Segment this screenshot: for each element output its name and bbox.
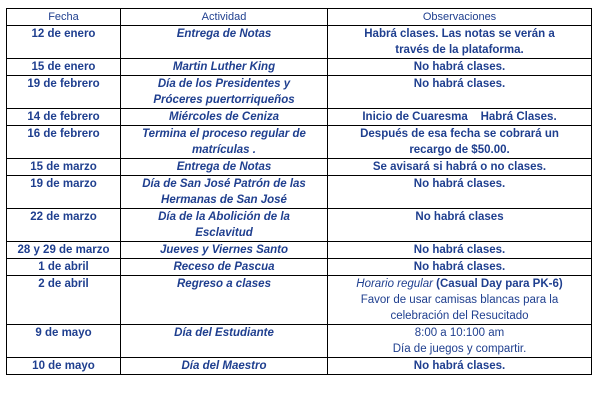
activity-line: Martin Luther King [172,61,276,73]
activity-cell [121,159,328,176]
table-row [7,325,592,358]
notes-line: recargo de $50.00. [409,144,510,156]
table-row [7,159,592,176]
table-row [7,126,592,159]
date-cell: 14 de febrero [7,109,121,126]
table-row [7,259,592,276]
notes-line: celebración del Resucitado [390,310,529,322]
notes-cell [328,26,592,59]
activity-line: Regreso a clases [177,278,271,290]
notes-cell [328,259,592,276]
date-cell: 28 y 29 de marzo [7,242,121,259]
table-row [7,59,592,76]
notes-line: No habrá clases [415,211,504,223]
table-row [7,358,592,375]
calendar-table [6,8,592,375]
activity-cell [121,325,328,358]
notes-lead: Horario regular [356,278,433,290]
date-cell: 19 de febrero [7,76,121,109]
header-date: Fecha [7,9,121,26]
header-notes: Observaciones [328,9,592,26]
table-row [7,276,592,325]
activity-line: Día del Maestro [181,360,267,372]
activity-line: Hermanas de San José [161,194,287,206]
notes-cell [328,109,592,126]
table-row [7,242,592,259]
notes-line: Favor de usar camisas blancas para la [360,294,559,306]
notes-cell [328,358,592,375]
activity-cell [121,358,328,375]
activity-line: Entrega de Notas [176,161,272,173]
notes-cell [328,76,592,109]
activity-cell [121,176,328,209]
activity-cell [121,259,328,276]
activity-cell [121,26,328,59]
notes-line: No habrá clases. [413,244,506,256]
date-cell: 12 de enero [7,26,121,59]
notes-cell [328,276,592,325]
notes-line: Habrá clases. Las notas se verán a [364,28,555,40]
notes-line: través de la plataforma. [395,44,524,56]
activity-line: Receso de Pascua [173,261,275,273]
date-cell: 15 de enero [7,59,121,76]
notes-cell [328,325,592,358]
activity-line: Día de los Presidentes y [157,78,291,90]
table-row [7,109,592,126]
notes-line: No habrá clases. [413,178,506,190]
table-row [7,76,592,109]
activity-cell [121,276,328,325]
notes-line: Después de esa fecha se cobrará un [360,128,559,140]
notes-cell [328,209,592,242]
notes-cell [328,59,592,76]
notes-cell [328,242,592,259]
table-row [7,26,592,59]
table-row [7,176,592,209]
date-cell: 9 de mayo [7,325,121,358]
notes-line: No habrá clases. [413,78,506,90]
activity-line: Día de la Abolición de la [158,211,290,223]
notes-line: Día de juegos y compartir. [392,343,527,355]
date-cell: 22 de marzo [7,209,121,242]
activity-line: Día de San José Patrón de las [142,178,306,190]
date-cell: 2 de abril [7,276,121,325]
header-activity: Actividad [121,9,328,26]
notes-line: No habrá clases. [413,360,506,372]
notes-cell [328,126,592,159]
date-cell: 16 de febrero [7,126,121,159]
activity-line: Próceres puertorriqueños [153,94,295,106]
activity-line: Miércoles de Ceniza [169,111,279,123]
activity-line: Jueves y Viernes Santo [159,244,289,256]
notes-line: Se avisará si habrá o no clases. [372,161,547,173]
notes-line: 8:00 a 10:100 am [414,327,505,339]
notes-line: No habrá clases. [413,61,506,73]
header-row [7,9,592,26]
notes-line [330,276,589,292]
activity-cell [121,59,328,76]
activity-cell [121,209,328,242]
activity-cell [121,126,328,159]
date-cell: 1 de abril [7,259,121,276]
activity-cell [121,76,328,109]
activity-line: Día del Estudiante [174,327,274,339]
notes-cell [328,176,592,209]
notes-line: Inicio de Cuaresma Habrá Clases. [362,111,557,123]
date-cell: 10 de mayo [7,358,121,375]
activity-line: Esclavitud [195,227,253,239]
activity-line: Entrega de Notas [176,28,272,40]
table-row [7,209,592,242]
date-cell: 19 de marzo [7,176,121,209]
activity-line: Termina el proceso regular de [142,128,306,140]
date-cell: 15 de marzo [7,159,121,176]
activity-cell [121,242,328,259]
notes-cell [328,159,592,176]
activity-line: matrículas . [192,144,256,156]
activity-cell [121,109,328,126]
notes-lead-bold: (Casual Day para PK-6) [436,278,563,290]
notes-line: No habrá clases. [413,261,506,273]
